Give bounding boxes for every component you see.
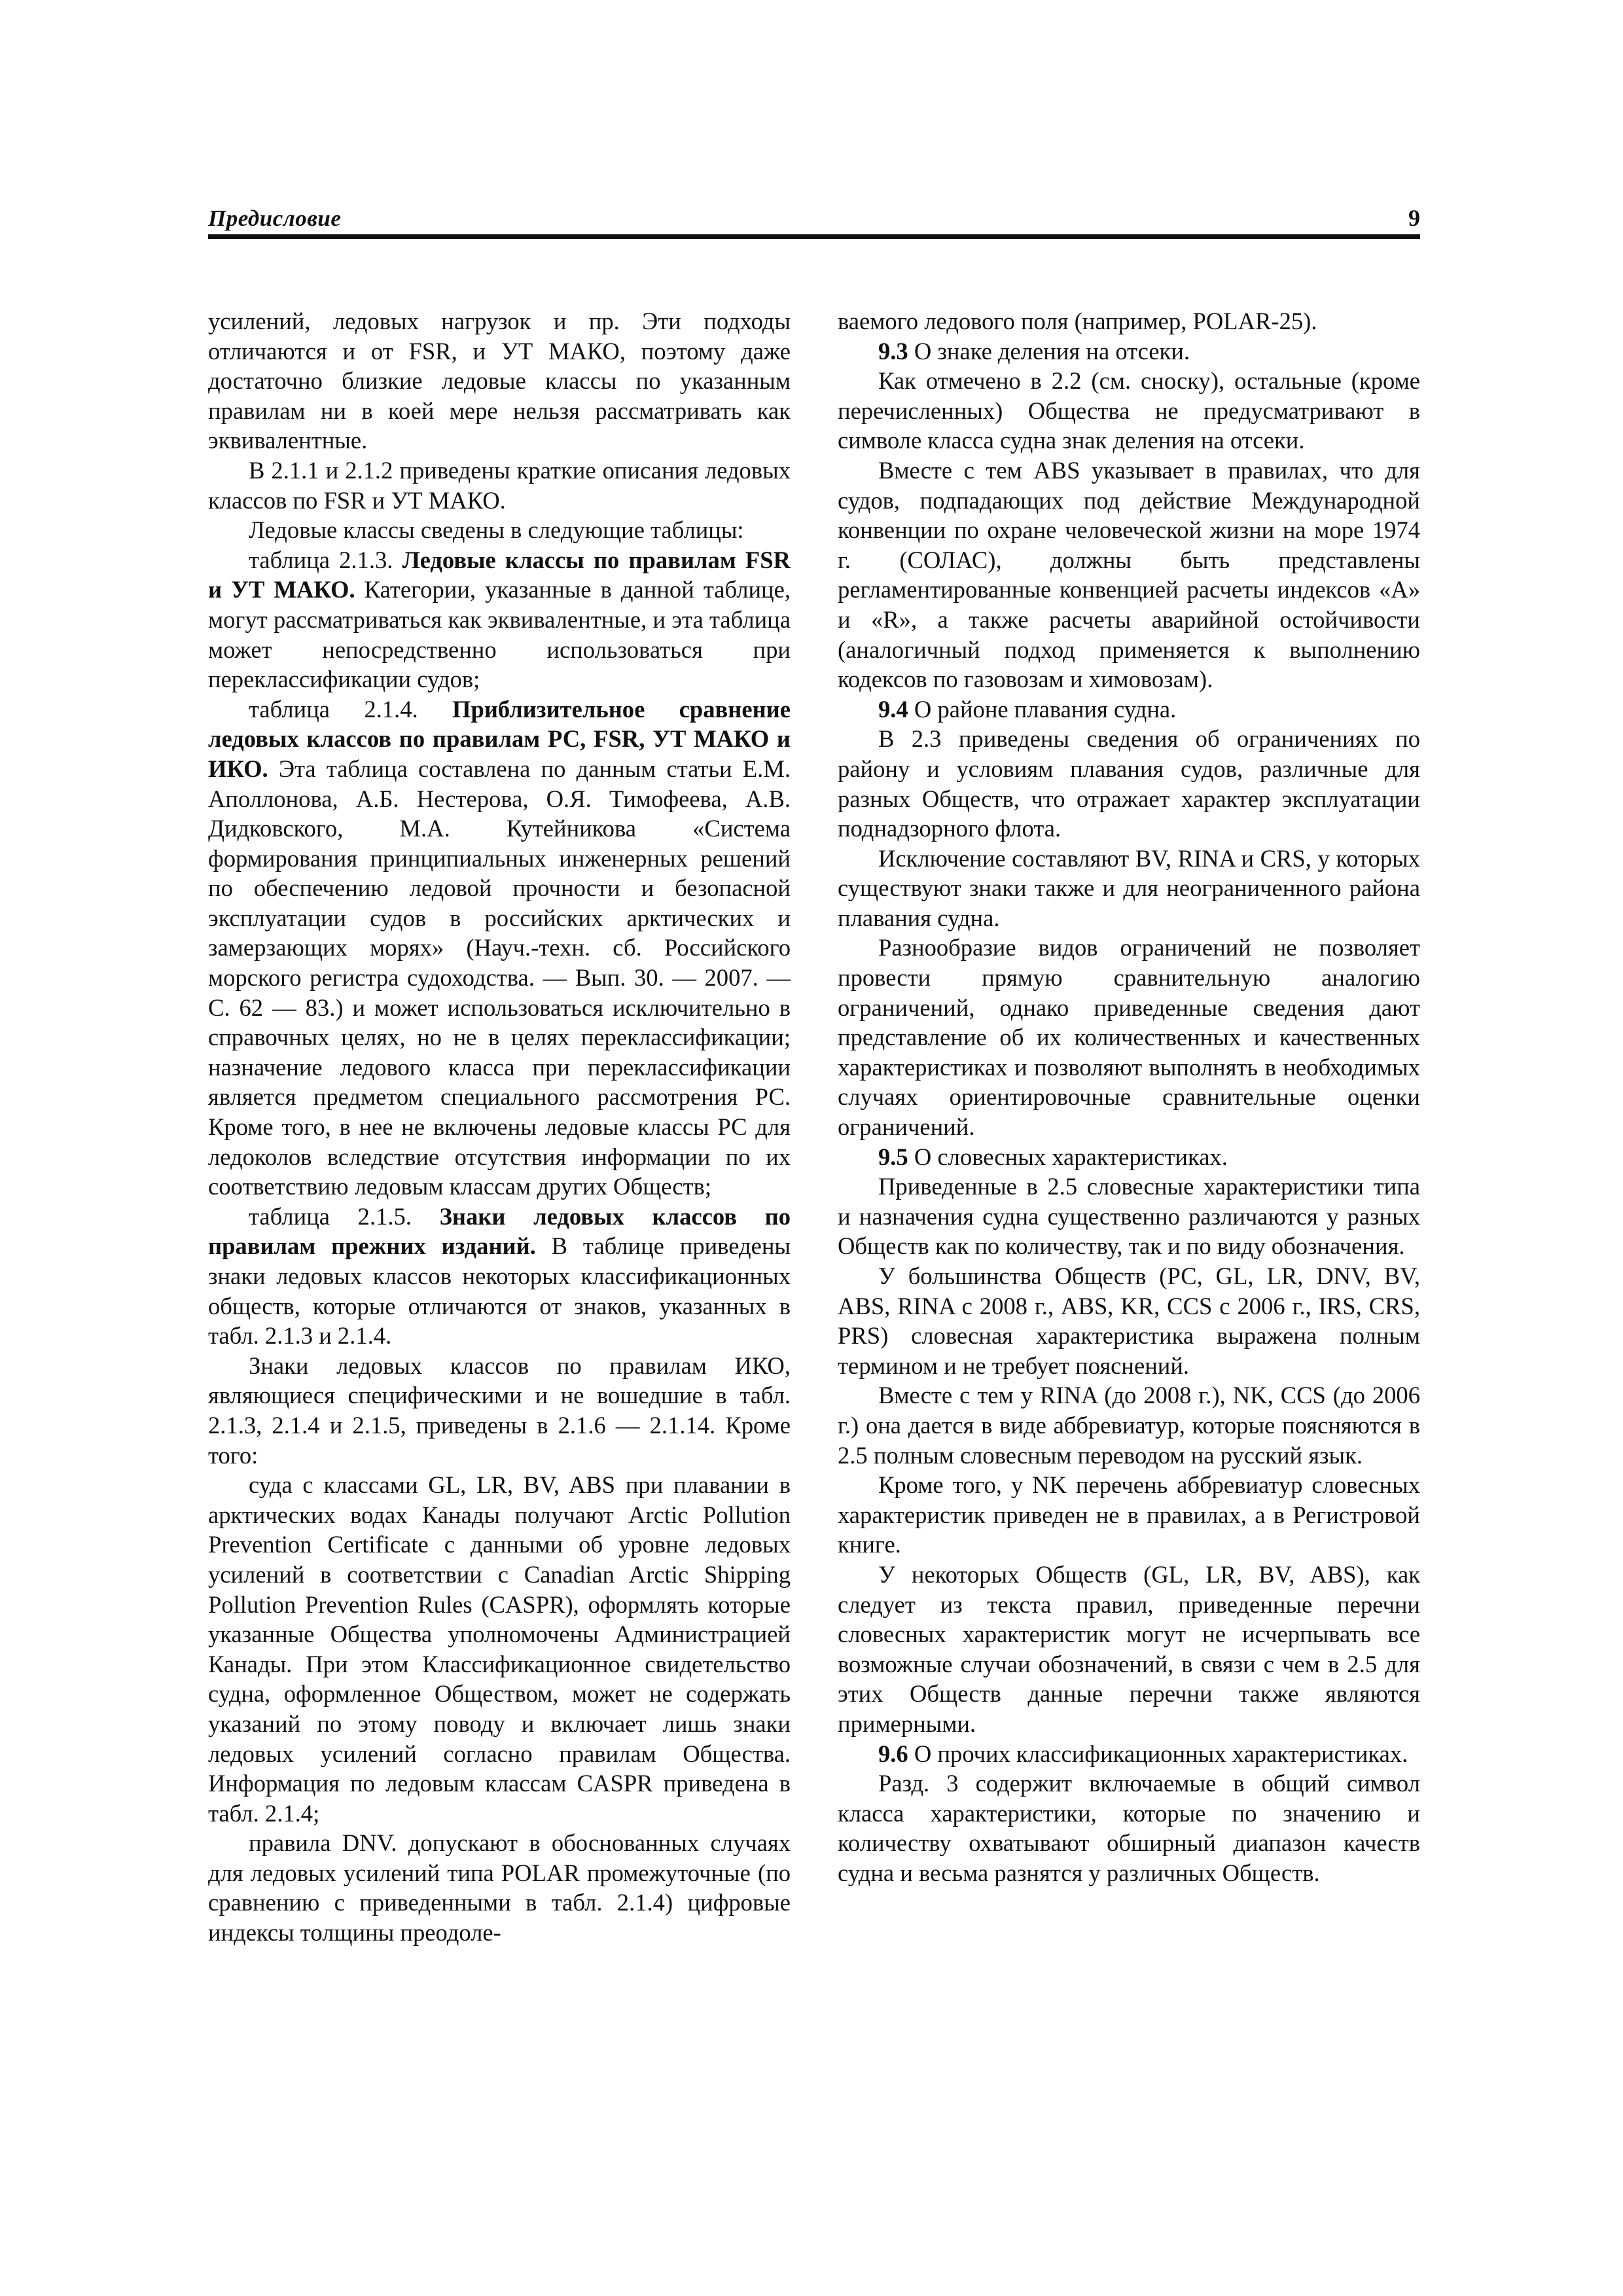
running-title: Предисловие xyxy=(208,206,342,231)
table-text: В таблице приведены знаки ледовых классов некоторых классификационных обществ, которые отличаются от знаков, указанных в табл. 2.1.3 и 2.1.4. xyxy=(208,1232,791,1350)
section-title: О районе плавания судна. xyxy=(914,695,1177,723)
paragraph: Приведенные в 2.5 словесные характеристики типа и назначения судна существенно различаются у разных Обществ как по количеству, так и по виду обозначения. xyxy=(838,1173,1420,1260)
section-number: 9.6 xyxy=(878,1740,908,1767)
section-number: 9.3 xyxy=(878,337,908,365)
section-title: О прочих классификационных характеристиках. xyxy=(914,1740,1408,1767)
paragraph: У большинства Обществ (РС, GL, LR, DNV, BV, ABS, RINA с 2008 г., ABS, KR, CCS с 2006 г., IRS, CRS, PRS) словесная характеристика выражена полным термином и не требует пояснений. xyxy=(838,1263,1420,1379)
table-text: Эта таблица составлена по данным статьи Е.М. Аполлонова, А.Б. Нестерова, О.Я. Тимофеева, А.В. Дидковского, М.А. Кутейникова «Система формирования принципиальных инженерных решений по обеспечению ледовой прочности и безопасной эксплуатации судов в российских арктических и замерзающих морях» (Науч.-техн. сб. Российского морского регистра судоходства. — Вып. 30. — 2007. — С. 62 — 83.) и может использоваться исключительно в справочных целях, но не в целях переклассификации; назначение ледового класса при переклассификации является предметом специального рассмотрения РС. Кроме того, в нее не включены ледовые классы РС для ледоколов вследствие отсутствия информации по их соответствию ледовым классам других Обществ; xyxy=(208,755,791,1200)
paragraph: Знаки ледовых классов по правилам ИКО, являющиеся специфическими и не вошедшие в табл. 2.1.3, 2.1.4 и 2.1.5, приведены в 2.1.6 — 2.1.14. Кроме того: xyxy=(208,1352,791,1469)
paragraph: усилений, ледовых нагрузок и пр. Эти подходы отличаются и от FSR, и УТ МАКО, поэтому даже достаточно близкие ледовые классы по указанным правилам ни в коей мере нельзя рассматривать как эквивалентные. xyxy=(208,308,791,454)
paragraph: ваемого ледового поля (например, POLAR-25). xyxy=(838,308,1317,334)
section-heading xyxy=(838,1142,1420,1172)
paragraph: Кроме того, у NK перечень аббревиатур словесных характеристик приведен не в правилах, а в Регистровой книге. xyxy=(838,1471,1420,1558)
paragraph: В 2.3 приведены сведения об ограничениях по району и условиям плавания судов, различные для разных Обществ, что отражает характер эксплуатации поднадзорного флота. xyxy=(838,725,1420,842)
paragraph: Разнообразие видов ограничений не позволяет провести прямую сравнительную аналогию ограничений, однако приведенные сведения дают представление об их количественных и качественных характеристиках и позволяют выполнять в необходимых случаях ориентировочные сравнительные оценки ограничений. xyxy=(838,934,1420,1141)
table-description-2-1-5 xyxy=(208,1202,791,1351)
right-column xyxy=(838,306,1420,1888)
paragraph: Ледовые классы сведены в следующие таблицы: xyxy=(249,516,744,544)
section-heading xyxy=(838,336,1420,367)
paragraph: правила DNV. допускают в обоснованных случаях для ледовых усилений типа POLAR промежуточные (по сравнению с приведенными в табл. 2.1.4) цифровые индексы толщины преодоле- xyxy=(208,1829,791,1946)
paragraph: Исключение составляют BV, RINA и CRS, у которых существуют знаки также и для неограниченного района плавания судна. xyxy=(838,844,1420,931)
table-ref: таблица 2.1.3. xyxy=(249,546,393,573)
table-title: Приблизительное сравнение ледовых классов по правилам РС, FSR, УТ МАКО и ИКО. xyxy=(208,695,791,782)
table-title: Знаки ледовых классов по правилам прежних изданий. xyxy=(208,1202,791,1260)
table-title: Ледовые классы по правилам FSR и УТ МАКО. xyxy=(208,546,791,603)
section-heading xyxy=(838,1739,1420,1769)
paragraph: Вместе с тем у RINA (до 2008 г.), NK, CCS (до 2006 г.) она дается в виде аббревиатур, которые поясняются в 2.5 полным словесным переводом на русский язык. xyxy=(838,1382,1420,1469)
table-ref: таблица 2.1.5. xyxy=(249,1202,412,1230)
paragraph: Вместе с тем ABS указывает в правилах, что для судов, подпадающих под действие Международной конвенции по охране человеческой жизни на море 1974 г. (СОЛАС), должны быть представлены регламентированные конвенцией расчеты индексов «А» и «R», а также расчеты аварийной остойчивости (аналогичный подход применяется к выполнению кодексов по газовозам и химовозам). xyxy=(838,456,1420,693)
section-number: 9.4 xyxy=(878,695,908,723)
paragraph: суда с классами GL, LR, BV, ABS при плавании в арктических водах Канады получают Arctic Pollution Prevention Certificate с данными об уровне ледовых усилений в соответствии с Canadian Arctic Shipping Pollution Prevention Rules (CASPR), оформлять которые указанные Общества уполномочены Администрацией Канады. При этом Классификационное свидетельство судна, оформленное Обществом, может не содержать указаний по этому поводу и включает лишь знаки ледовых усилений согласно правилам Общества. Информация по ледовым классам CASPR приведена в табл. 2.1.4; xyxy=(208,1471,791,1827)
section-title: О знаке деления на отсеки. xyxy=(914,337,1190,365)
table-text: Категории, указанные в данной таблице, могут рассматриваться как эквивалентные, и эта таблица может непосредственно использоваться при переклассификации судов; xyxy=(208,576,791,693)
paragraph: У некоторых Обществ (GL, LR, BV, ABS), как следует из текста правил, приведенные перечни словесных характеристик могут не исчерпывать все возможные случаи обозначений, в связи с чем в 2.5 для этих Обществ данные перечни также являются примерными. xyxy=(838,1560,1420,1737)
section-title: О словесных характеристиках. xyxy=(914,1143,1228,1170)
left-column xyxy=(208,306,791,1948)
page-header xyxy=(208,204,1420,239)
paragraph: Разд. 3 содержит включаемые в общий символ класса характеристики, которые по значению и количеству охватывают обширный диапазон качеств судна и весьма разнятся у различных Обществ. xyxy=(838,1770,1420,1886)
paragraph: Как отмечено в 2.2 (см. сноску), остальные (кроме перечисленных) Общества не предусматривают в символе класса судна знак деления на отсеки. xyxy=(838,367,1420,454)
paragraph: В 2.1.1 и 2.1.2 приведены краткие описания ледовых классов по FSR и УТ МАКО. xyxy=(208,456,791,514)
table-ref: таблица 2.1.4. xyxy=(249,695,418,723)
table-description-2-1-3 xyxy=(208,545,791,694)
section-heading xyxy=(838,694,1420,725)
table-description-2-1-4 xyxy=(208,694,791,1202)
section-number: 9.5 xyxy=(878,1143,908,1170)
page-number: 9 xyxy=(1408,205,1420,231)
